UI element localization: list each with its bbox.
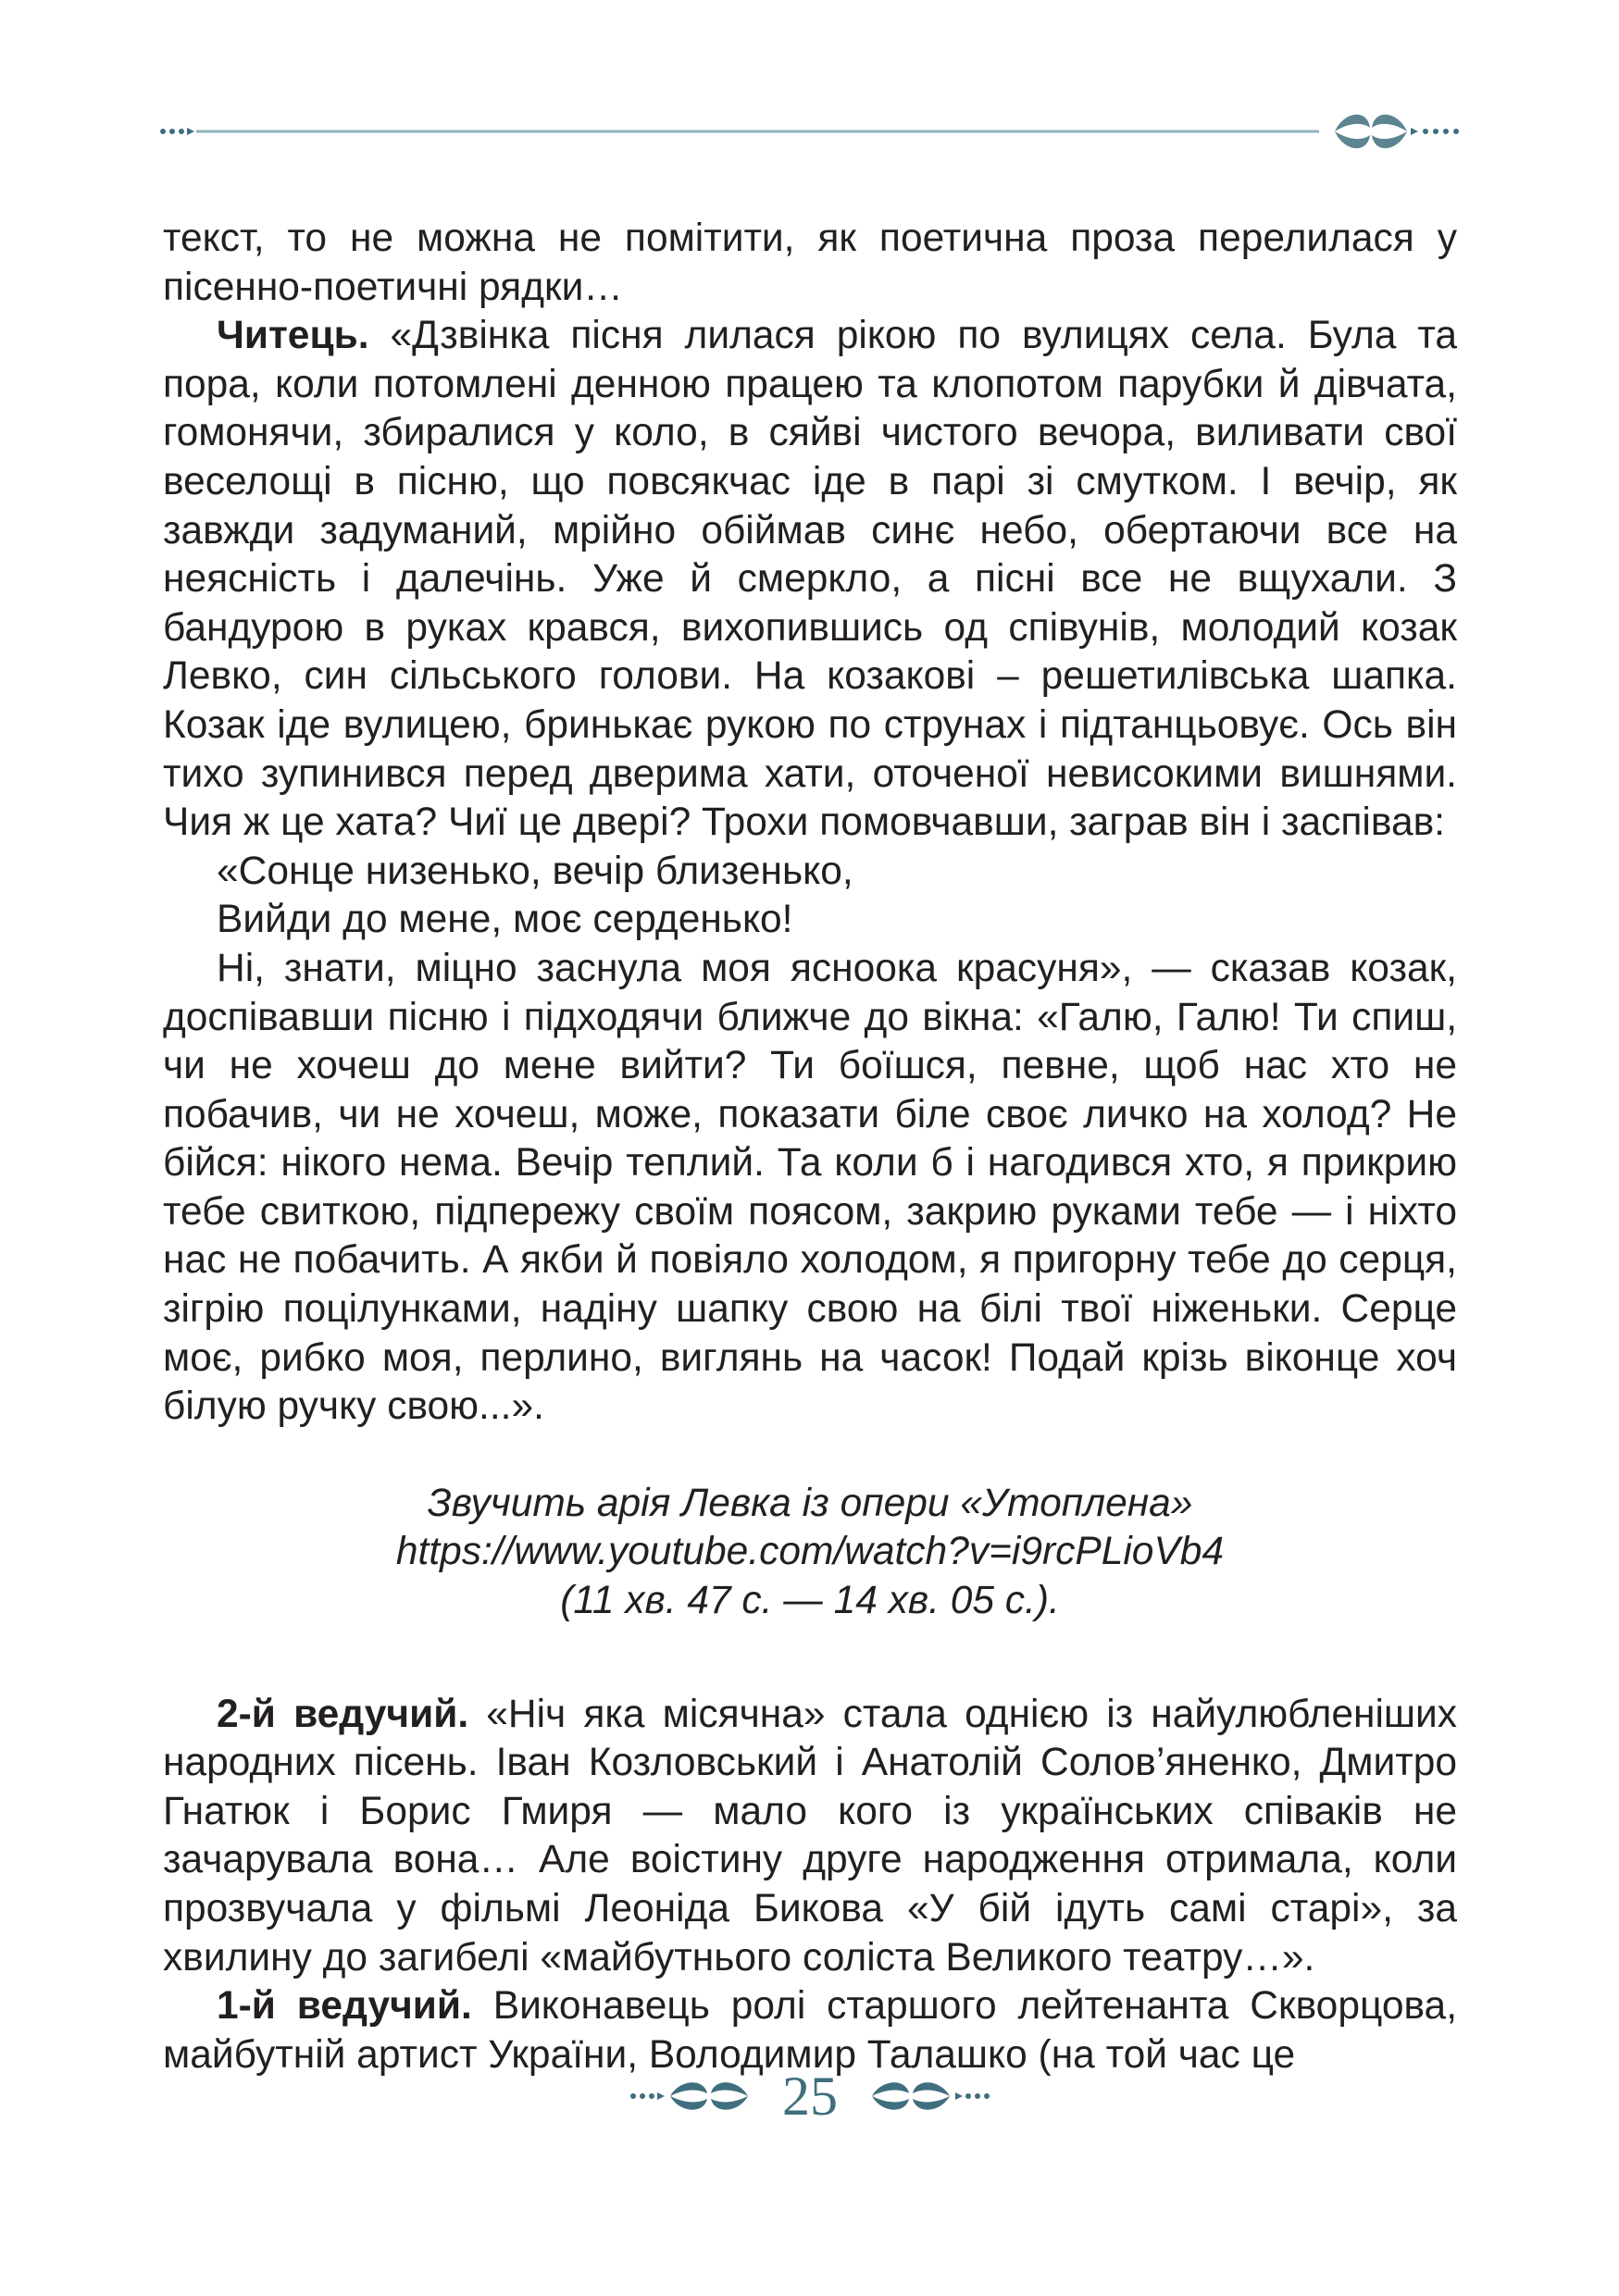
paragraph-continuation: текст, то не можна не помітити, як поетична проза перелилася у пісенно-поетичні рядки… [163, 217, 1457, 309]
stage-direction [163, 1480, 1457, 1626]
paragraph-text: «Дзвінка пісня лилася рікою по вулицях села. Була та пора, коли потомлені денною працею та клопотом парубки й дівчата, гомонячи, збиралися у коло, в сяйві чистого вечора, виливати свої веселощі в пісню, що повсякчас іде в парі зі смутком. І вечір, як завжди задуманий, мрійно обіймав синє небо, обертаючи все на неясність і далечінь. Уже й смеркло, а пісні все не вщухали. З бандурою в руках крався, вихопившись од співунів, молодий козак Левко, син сільського голови. На козакові – решетилівська шапка. Козак іде вулицею, бринькає рукою по струнах і підтанцьовує. Ось він тихо зупинився перед дверима хати, оточеної невисокими вишнями. Чия ж це хата? Чиї це двері? Трохи помовчавши, заграв він і заспівав: [163, 314, 1457, 845]
stage-direction-link[interactable]: https://www.youtube.com/watch?v=i9rcPLioVb4 [395, 1530, 1225, 1574]
verse-line: «Сонце низенько, вечір близенько, [217, 849, 853, 893]
header-ornament [157, 104, 1463, 159]
paragraph-text: Виконавець ролі старшого лейтенанта Скворцова, майбутній артист України, Володимир Талашко (на той час це [163, 1984, 1458, 2077]
page-content [163, 215, 1457, 2079]
footer-ornament-right [861, 2078, 990, 2115]
speaker-label: 2-й ведучий. [217, 1692, 469, 1736]
page-number: 25 [782, 2066, 838, 2127]
stage-direction-title: Звучить арія Левка із опери «Утоплена» [427, 1481, 1193, 1525]
stage-direction-timecode: (11 хв. 47 с. — 14 хв. 05 с.). [560, 1579, 1060, 1623]
speaker-label: Читець. [217, 314, 369, 358]
footer-ornament-left [629, 2078, 759, 2115]
paragraph-reader [163, 312, 1457, 848]
verse-line: Вийди до мене, моє серденько! [217, 898, 793, 942]
paragraph-host-2 [163, 1691, 1457, 1983]
paragraph-dialogue: Ні, знати, міцно заснула моя ясноока красуня», — сказав козак, доспівавши пісню і підходячи ближче до вікна: «Галю, Галю! Ти спиш, чи не хочеш до мене вийти? Ти боїшся, певне, щоб нас хто не побачив, чи не хочеш, може, показати біле своє личко на холод? Не бійся: нікого нема. Вечір теплий. Та коли б і нагодився хто, я прикрию тебе свиткою, підпережу своїм поясом, закрию руками тебе — і ніхто нас не побачить. А якби й повіяло холодом, я пригорну тебе до серця, зігрію поцілунками, надіну шапку свою на білі твої ніженьки. Серце моє, рибко моя, перлино, виглянь на часок! Подай крізь віконце хоч білую ручку свою...». [163, 946, 1457, 1429]
speaker-label: 1-й ведучий. [217, 1984, 472, 2029]
paragraph-text: «Ніч яка місячна» стала однією із найулюбленіших народних пісень. Іван Козловський і Анатолій Солов’яненко, Дмитро Гнатюк і Борис Гмиря — мало кого із українських співаків не зачарувала вона… Але воістину друге народження отримала, коли прозвучала у фільмі Леоніда Бикова «У бій ідуть самі старі», за хвилину до загибелі «майбутнього соліста Великого театру…». [163, 1692, 1457, 1980]
page-footer [0, 2059, 1619, 2133]
